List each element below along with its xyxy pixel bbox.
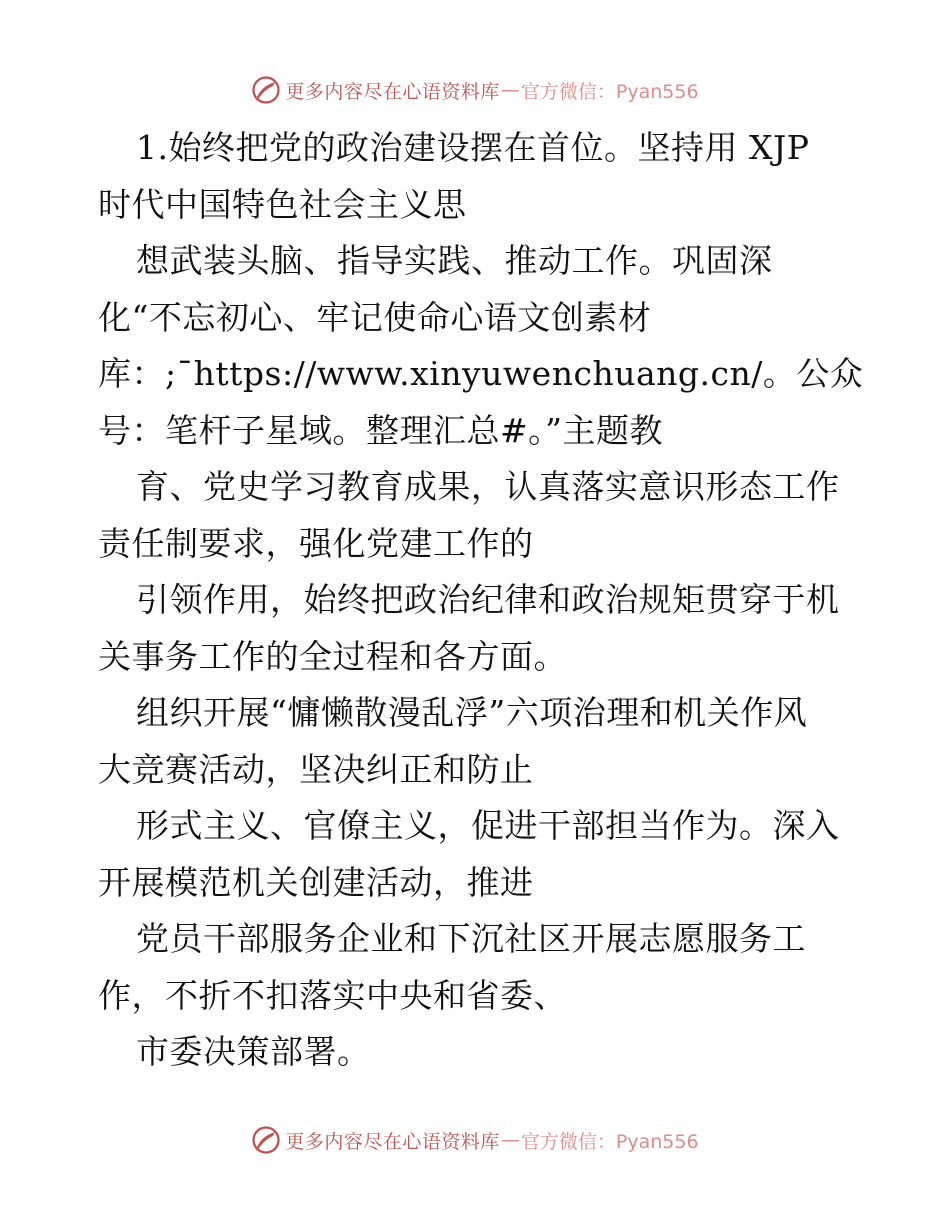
text-line: 组织开展“慵懒散漫乱浮”六项治理和机关作风	[136, 693, 808, 732]
document-body	[98, 120, 868, 1081]
header-banner	[0, 70, 950, 110]
text-line: 责任制要求，强化党建工作的	[98, 523, 534, 563]
banner-separator: —	[500, 1129, 520, 1151]
text-line: 形式主义、官僚主义，促进干部担当作为。深入	[136, 806, 840, 845]
text-line: 开展模范机关创建活动，推进	[98, 862, 534, 902]
text-line: 市委决策部署。	[136, 1032, 371, 1071]
banner-text: 更多内容尽在心语资料库	[285, 80, 500, 103]
text-line: 党员干部服务企业和下沉社区开展志愿服务工	[136, 919, 806, 958]
pen-logo-icon	[251, 1125, 281, 1155]
text-line: 引领作用，始终把政治纪律和政治规矩贯穿于机	[136, 580, 840, 619]
banner-separator: —	[500, 79, 520, 101]
footer-banner	[0, 1120, 950, 1160]
text-line: 想武装头脑、指导实践、推动工作。巩固深	[136, 241, 773, 280]
text-line: 化“不忘初心、牢记使命心语文创素材	[98, 297, 652, 337]
text-line: 大竞赛活动，坚决纠正和防止	[98, 749, 534, 789]
text-line: 库：;¯https://www.xinyuwenchuang.cn/。公众	[98, 354, 864, 393]
text-line: 号：笔杆子星域。整理汇总#。”主题教	[98, 410, 664, 450]
banner-wechat: 官方微信：Pyan556	[520, 80, 699, 103]
text-line: 作，不折不扣落实中央和省委、	[98, 975, 567, 1015]
banner-wechat: 官方微信：Pyan556	[520, 1130, 699, 1153]
text-line: 育、党史学习教育成果，认真落实意识形态工作	[136, 467, 840, 506]
banner-text: 更多内容尽在心语资料库	[285, 1130, 500, 1153]
pen-logo-icon	[251, 75, 281, 105]
text-line: 关事务工作的全过程和各方面。	[98, 636, 567, 676]
text-line: 时代中国特色社会主义思	[98, 184, 467, 224]
text-line: 1.始终把党的政治建设摆在首位。坚持用 XJP	[136, 128, 810, 167]
